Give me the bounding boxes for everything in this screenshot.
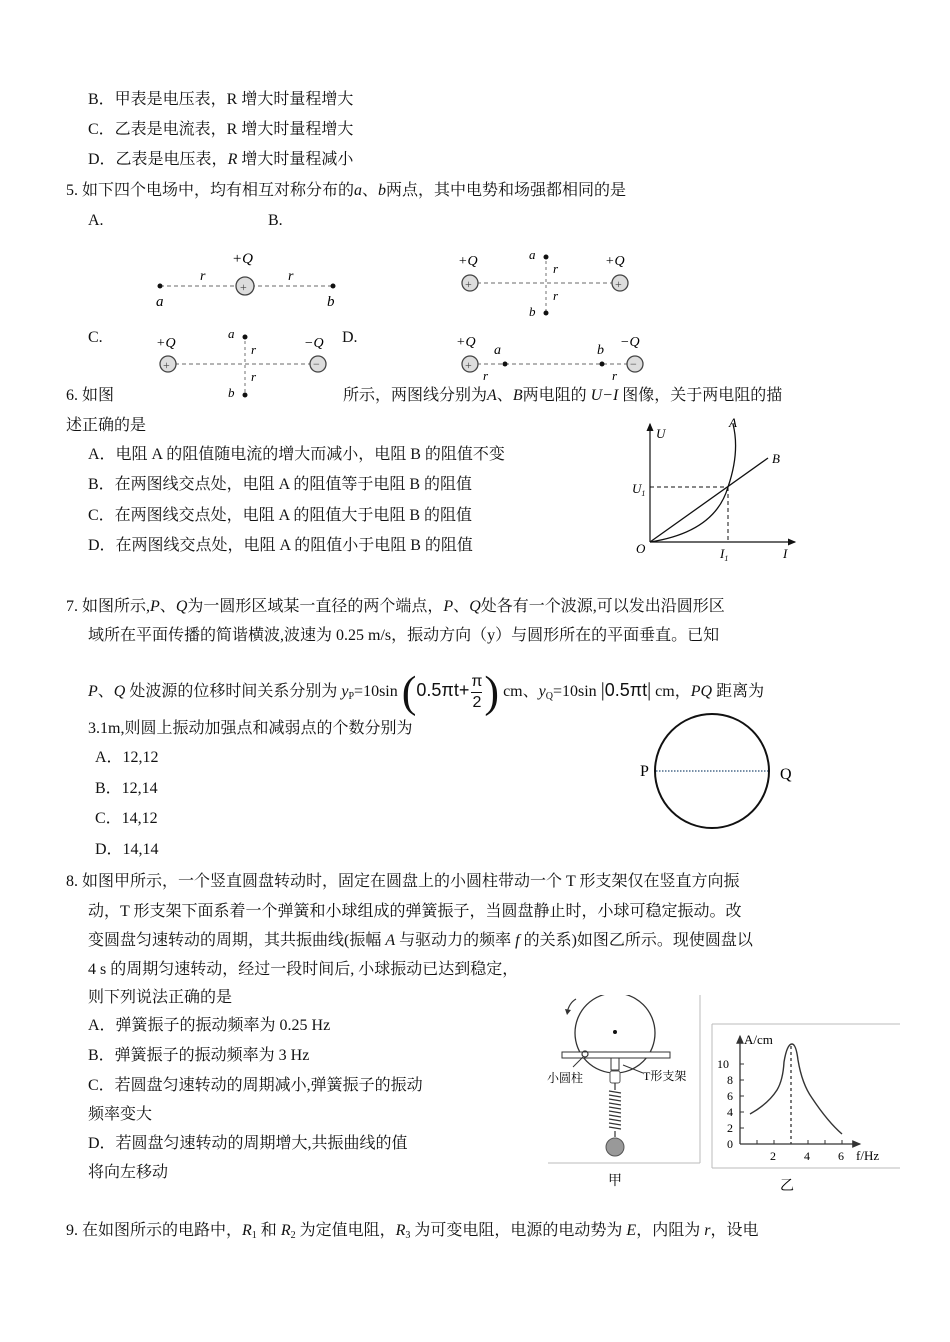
u1-label: $U_1$ [632,481,646,498]
y-tick: 0 [727,1137,733,1151]
x-tick: 6 [838,1149,844,1163]
q4-option-b: B．甲表是电压表，R 增大时量程增大 [88,91,354,108]
y-tick: 2 [727,1121,733,1135]
i1-label: $I_1$ [720,546,729,562]
q6-option-c: C．在两图线交点处，电阻 A 的阻值大于电阻 B 的阻值 [88,507,473,524]
svg-text:−: − [313,357,320,371]
q6-option-d: D．在两图线交点处，电阻 A 的阻值小于电阻 B 的阻值 [88,537,473,554]
q8-option-b: B．弹簧振子的振动频率为 3 Hz [88,1047,310,1064]
point-a-label: a [494,343,501,358]
q8-line5: 则下列说法正确的是 [88,989,233,1006]
charge-right-label: +Q [605,254,625,269]
r-label: r [553,261,559,276]
point-a-label: a [156,294,164,310]
r-label: r [200,269,206,284]
q4-option-d-suffix: 增大时量程减小 [237,151,354,168]
q4-option-d-text: D．乙表是电压表， [88,151,228,168]
q7-option-b: B．12,14 [95,780,158,797]
charge-left-label: +Q [458,254,478,269]
q7-option-c: C．14,12 [95,810,158,827]
y-tick: 6 [727,1089,733,1103]
q6-stem-start: 6. 如图 [66,387,115,404]
q8-option-c: C．若圆盘匀速转动的周期减小,弹簧振子的振动 [88,1077,423,1094]
figure-caption: 乙 [780,1179,794,1194]
q6-text: 图像，关于两电阻的描 [622,387,783,404]
q5-figure-b [450,243,640,323]
q6-text: 所示，两图线分别为 [343,387,488,404]
q6-ui-graph [620,412,800,562]
q5-label-b: B. [268,212,283,229]
charge-right-label: −Q [304,336,324,351]
q7-line1: 7. 如图所示,P、Q为一圆形区域某一直径的两个端点，P、Q处各有一个波源,可以发出沿圆形区 [66,598,725,615]
q5-sep: 、 [362,182,379,199]
charge-right-label: −Q [620,335,640,350]
q5-var-a: a [354,182,363,199]
svg-text:+: + [240,280,247,294]
q6-stem-cont: 述正确的是 [66,417,147,434]
q7-line2: 域所在平面传播的简谐横波,波速为 0.25 m/s，振动方向（y）与圆形所在的平面垂直。已知 [88,627,720,644]
line-b-label: B [772,451,780,466]
x-tick: 4 [804,1149,810,1163]
frame-label: T形支架 [643,1069,687,1083]
charge-label: +Q [232,251,253,267]
origin-label: O [636,541,646,556]
q6-stem-main [343,386,782,406]
p-label: P [640,763,649,780]
q5-var-b: b [378,182,387,199]
x-tick: 2 [770,1149,776,1163]
charge-left-label: +Q [156,336,176,351]
q8-option-c-cont: 频率变大 [88,1106,153,1123]
q5-stem [66,181,626,201]
q8-line2: 动，T 形支架下面系着一个弹簧和小球组成的弹簧振子，当圆盘静止时，小球可稳定振动。改 [88,903,742,920]
point-a-label: a [228,326,235,341]
figure-caption: 甲 [608,1174,622,1189]
r-label: r [483,368,489,383]
x-axis-label: I [783,546,788,561]
q4-option-d [88,150,353,170]
q9-stem: 9. 在如图所示的电路中，$R_1$ 和 $R_2$ 为定值电阻，$R_3$ 为可变电阻，电源的电动势为 E，内阻为 r，设电 [66,1222,759,1241]
q6-var-a: A [487,387,497,404]
q-label: Q [780,766,792,783]
r-label: r [251,342,257,357]
r-label: r [288,269,294,284]
q8-option-d-cont: 将向左移动 [88,1164,169,1181]
q7-line3-equation: P、Q 处波源的位移时间关系分别为 $y_P=10\sin$ (0.5πt+ $\frac{\pi}{2}$ ) cm、$y_Q=10\sin$ |0.5πt| cm，PQ 距离为 [88,667,765,717]
y-axis-label: U [656,426,666,441]
q8-line1: 8. 如图甲所示，一个竖直圆盘转动时，固定在圆盘上的小圆柱带动一个 T 形支架仅在竖直方向振 [66,873,740,890]
svg-text:−: − [630,357,637,371]
q5-label-a: A. [88,212,104,229]
y-tick: 8 [727,1073,733,1087]
y-tick: 10 [717,1057,729,1071]
q8-figure-jia [545,995,705,1190]
q6-option-a: A．电阻 A 的阻值随电流的增大而减小，电阻 B 的阻值不变 [88,446,505,463]
charge-left-label: +Q [456,335,476,350]
q5-figure-d [450,326,650,386]
x-axis-label: f/Hz [856,1148,880,1163]
q5-label-d: D. [342,329,358,346]
point-b-label: b [228,385,235,400]
svg-text:+: + [615,277,622,291]
r-label: r [553,288,559,303]
cylinder-label: 小圆柱 [547,1071,584,1085]
point-b-label: b [327,294,335,310]
q8-figure-yi-resonance-chart [710,1022,900,1194]
q6-text: 两电阻的 [522,387,587,404]
r-label: r [251,369,257,384]
q4-option-c: C．乙表是电流表，R 增大时量程增大 [88,121,354,138]
q5-stem-post: 两点，其中电势和场强都相同的是 [386,182,627,199]
y-axis-label: A/cm [744,1032,773,1047]
q7-circle-figure [630,705,810,840]
q7-option-d: D．14,14 [95,841,159,858]
point-b-label: b [529,304,536,319]
q7-option-a: A．12,12 [95,749,159,766]
svg-text:+: + [163,358,170,372]
q5-figure-c [150,323,335,403]
q6-sep: 、 [496,387,513,404]
point-b-label: b [597,343,604,358]
q8-line3: 变圆盘匀速转动的周期，其共振曲线(振幅 A 与驱动力的频率 f 的关系)如图乙所示。现使圆盘以 [88,932,753,949]
curve-a-label: A [729,415,737,430]
r-label: r [612,368,618,383]
svg-text:+: + [465,277,472,291]
q8-option-a: A．弹簧振子的振动频率为 0.25 Hz [88,1017,331,1034]
q8-option-d: D．若圆盘匀速转动的周期增大,共振曲线的值 [88,1135,408,1152]
svg-text:+: + [465,358,472,372]
q4-option-d-var: R [227,151,238,168]
q6-option-b: B．在两图线交点处，电阻 A 的阻值等于电阻 B 的阻值 [88,476,473,493]
q8-line4: 4 s 的周期匀速转动，经过一段时间后, 小球振动已达到稳定， [88,961,519,978]
q5-label-c: C. [88,329,103,346]
q6-var-b: B [512,387,523,404]
q5-figure-a [145,243,345,313]
q5-stem-text: 5. 如下四个电场中，均有相互对称分布的 [66,182,355,199]
q7-line4: 3.1m,则圆上振动加强点和减弱点的个数分别为 [88,720,413,737]
q6-ui: U−I [590,387,619,404]
y-tick: 4 [727,1105,733,1119]
point-a-label: a [529,247,536,262]
